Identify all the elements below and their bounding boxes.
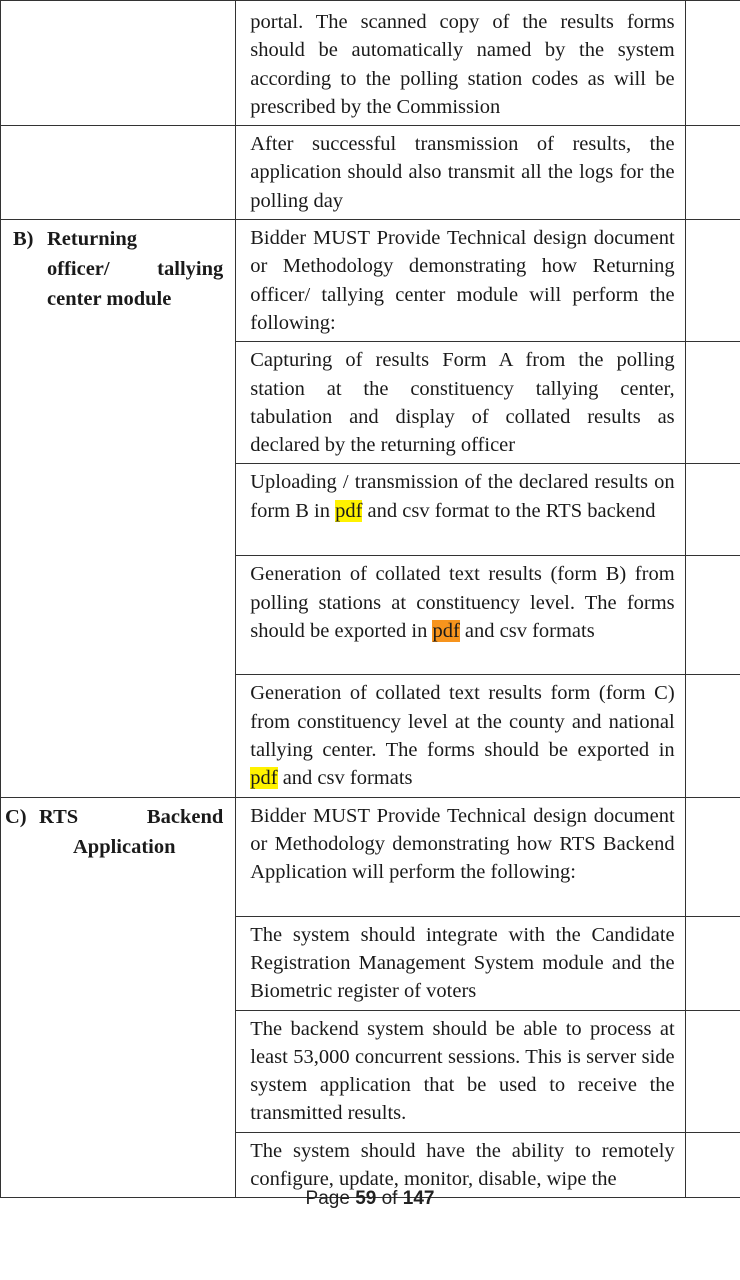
table-row bbox=[1, 126, 740, 220]
text-span: and csv formats bbox=[459, 620, 595, 643]
compliance-cell bbox=[685, 342, 740, 464]
requirement-cell bbox=[236, 916, 685, 1010]
requirement-cell bbox=[236, 126, 685, 220]
requirement-text bbox=[236, 556, 684, 649]
section-b-line2a: officer/ bbox=[47, 258, 110, 281]
compliance-cell bbox=[685, 916, 740, 1010]
requirement-cell bbox=[236, 220, 685, 342]
requirement-cell bbox=[236, 1010, 685, 1132]
requirement-text bbox=[236, 464, 684, 529]
compliance-cell bbox=[685, 1, 740, 126]
requirement-text bbox=[236, 675, 684, 796]
requirement-cell bbox=[236, 1, 685, 126]
text-span: and csv format to the RTS backend bbox=[362, 499, 656, 522]
highlight-pdf: pdf bbox=[250, 767, 278, 790]
text-span: Uploading / transmission of the declared results on form B in bbox=[250, 471, 675, 522]
section-c-line2: Application bbox=[73, 835, 176, 858]
table-row bbox=[1, 220, 740, 342]
section-b-number: B) bbox=[13, 228, 34, 251]
requirement-cell bbox=[236, 342, 685, 464]
page-total: 147 bbox=[402, 1188, 435, 1209]
compliance-cell bbox=[685, 220, 740, 342]
page-footer bbox=[0, 1188, 740, 1210]
section-cell-empty bbox=[1, 1, 236, 126]
compliance-cell bbox=[685, 126, 740, 220]
section-b-line2b: tallying bbox=[157, 258, 224, 281]
compliance-cell bbox=[685, 675, 740, 797]
section-c-line1a: RTS bbox=[39, 805, 79, 828]
requirement-text: portal. The scanned copy of the results forms should be automatically named by the system according to the polling station codes as will be prescribed by the Commission bbox=[250, 11, 675, 118]
section-c-line1b: Backend bbox=[146, 805, 224, 828]
section-c-cell bbox=[1, 797, 236, 1198]
table-row bbox=[1, 1, 740, 126]
table-row bbox=[1, 797, 740, 916]
requirement-text: After successful transmission of results, the application should also transmit all the logs for the polling day bbox=[250, 133, 675, 212]
footer-of: of bbox=[381, 1188, 398, 1209]
footer-prefix: Page bbox=[305, 1188, 350, 1209]
requirement-cell bbox=[236, 675, 685, 797]
section-b-heading bbox=[1, 220, 235, 314]
compliance-cell bbox=[685, 1010, 740, 1132]
section-c-number: C) bbox=[5, 805, 27, 828]
requirement-text: The backend system should be able to process at least 53,000 concurrent sessions. This is server side system application that be used to receive the transmitted results. bbox=[250, 1017, 675, 1125]
text-span: and csv formats bbox=[277, 767, 413, 790]
page-number: 59 bbox=[355, 1188, 377, 1209]
requirement-text: Capturing of results Form A from the polling station at the constituency tallying center, tabulation and display of collated results as declared by the returning officer bbox=[250, 349, 675, 457]
compliance-cell bbox=[685, 556, 740, 675]
requirement-text: Bidder MUST Provide Technical design document or Methodology demonstrating how Returning officer/ tallying center module will perform the following: bbox=[250, 227, 675, 334]
section-b-cell bbox=[1, 220, 236, 798]
requirement-text: Bidder MUST Provide Technical design document or Methodology demonstrating how RTS Backend Application will perform the following: bbox=[250, 804, 675, 884]
compliance-cell bbox=[685, 797, 740, 916]
text-span: Generation of collated text results (form B) from polling stations at constituency level. The forms should be exported in bbox=[250, 563, 675, 643]
section-b-line3: center module bbox=[47, 288, 172, 311]
requirement-text: The system should integrate with the Candidate Registration Management System module and the Biometric register of voters bbox=[250, 923, 675, 1003]
highlight-pdf: pdf bbox=[335, 499, 363, 522]
requirement-cell bbox=[236, 464, 685, 556]
text-span: Generation of collated text results form (form C) from constituency level at the county and national tallying center. The forms should be exported in bbox=[250, 682, 675, 762]
highlight-pdf-selected: pdf bbox=[432, 620, 460, 643]
requirement-text: The system should have the ability to remotely configure, update, monitor, disable, wipe the bbox=[250, 1139, 675, 1191]
compliance-cell bbox=[685, 464, 740, 556]
section-c-heading bbox=[1, 798, 235, 862]
requirement-cell bbox=[236, 556, 685, 675]
section-b-line1: Returning bbox=[47, 228, 137, 251]
requirement-cell bbox=[236, 797, 685, 916]
section-cell-empty bbox=[1, 126, 236, 220]
